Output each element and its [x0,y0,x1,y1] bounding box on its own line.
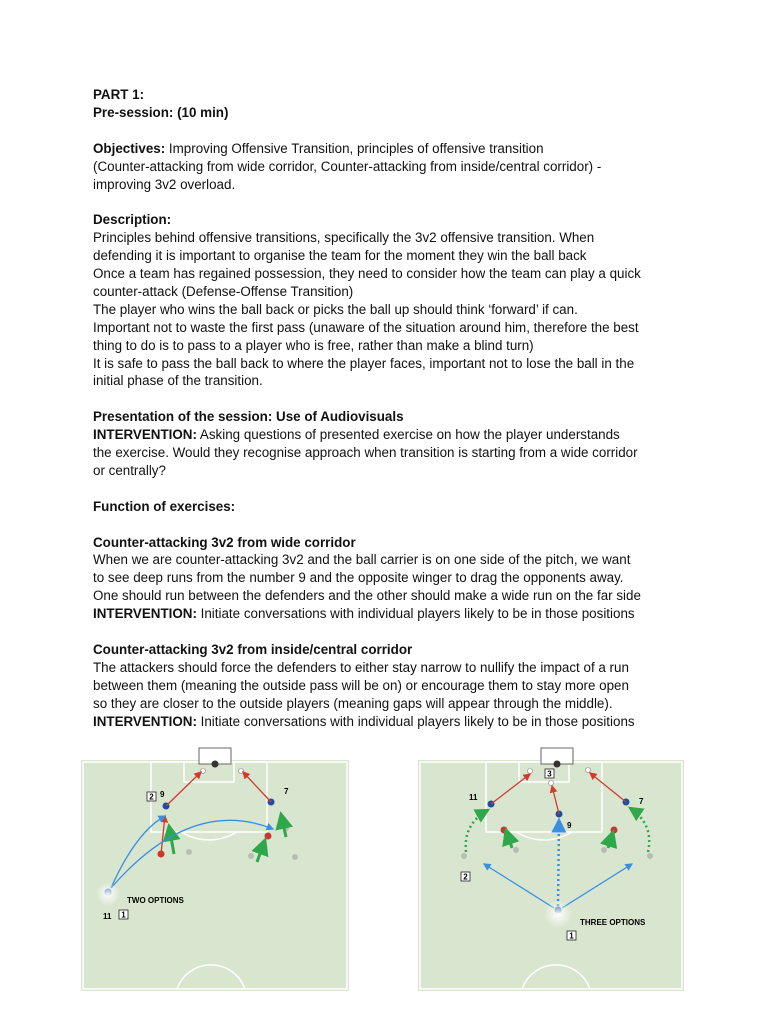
player-7-label: 7 [284,787,289,796]
part-heading: PART 1: [93,87,145,102]
cone [528,769,533,774]
wide-corridor-heading: Counter-attacking 3v2 from wide corridor [93,534,356,550]
wide-intervention [93,605,683,623]
objectives-text-2: (Counter-attacking from wide corridor, Counter-attacking from inside/central corridor) - [93,158,602,174]
central-text-3: so they are closer to the outside players (meaning gaps will appear through the middle). [93,695,613,711]
box-1-label: 1 [569,931,574,941]
central-corridor-heading: Counter-attacking 3v2 from inside/central corridor [93,642,413,657]
objectives-text-1: Improving Offensive Transition, principles of offensive transition [165,140,544,156]
cone [201,769,206,774]
caption-three-options: THREE OPTIONS [580,918,646,927]
wide-intervention-text: Initiate conversations with individual players likely to be in those positions [196,606,635,622]
grey-player [647,853,653,859]
description-text-2: defending it is important to organise the team for the moment they win the ball back [93,248,587,264]
grey-player [248,853,254,859]
description-text-4: counter-attack (Defense-Offense Transition) [93,283,354,299]
player-11-label: 11 [469,793,478,802]
description-text-3: Once a team has regained possession, they need to consider how the team can play a quick [93,266,641,282]
player-9-label: 9 [160,790,165,799]
pitch-diagram-1 [81,744,349,991]
pitch [418,760,684,991]
central-intervention-text: Initiate conversations with individual players likely to be in those positions [196,713,635,729]
objectives-text-3: improving 3v2 overload. [93,176,236,192]
cone [586,768,591,773]
box-2-label: 2 [463,872,468,882]
wide-text-1: When we are counter-attacking 3v2 and the ball carrier is on one side of the pitch, we want [93,552,631,568]
wide-text-3: One should run between the defenders and the other should make a wide run on the far side [93,588,641,604]
goalkeeper [554,761,561,768]
box-1-label: 1 [121,910,126,920]
pitch-diagram-2 [418,744,684,991]
description-text-7: thing to do is to pass to a player who is free, rather than make a blind turn) [93,337,534,353]
objectives-label: Objectives: [93,140,166,156]
box-3-label: 3 [547,769,552,779]
presentation-heading: Presentation of the session: Use of Audiovisuals [93,409,404,425]
presentation-intervention-text-3: or centrally? [93,462,166,478]
cone [239,769,244,774]
cone [549,781,554,786]
defender [265,833,272,840]
central-text-2: between them (meaning the outside pass will be on) or encourage them to stay more open [93,677,629,693]
pitch [81,760,349,991]
wide-text-2: to see deep runs from the number 9 and the opposite winger to drag the opponents away. [93,570,624,586]
presentation-intervention-1 [93,426,683,444]
description-text-8: It is safe to pass the ball back to where the player faces, important not to lose the ball in the [93,355,635,371]
player-7-label: 7 [639,797,644,806]
grey-player [601,847,607,853]
player-11-label: 11 [103,912,112,921]
grey-player [461,853,467,859]
intervention-label: INTERVENTION: [93,713,197,729]
diagram-central-corridor [418,744,684,991]
box-2-label: 2 [149,792,154,802]
description-text-1: Principles behind offensive transitions, specifically the 3v2 offensive transition. When [93,230,595,246]
diagram-wide-corridor [81,744,349,991]
description-text-9: initial phase of the transition. [93,373,263,389]
goalkeeper [212,761,219,768]
session-document [93,86,683,731]
player-9-label: 9 [567,821,572,830]
intervention-label: INTERVENTION: [93,427,197,443]
grey-player [186,849,192,855]
central-intervention [93,713,683,731]
function-heading: Function of exercises: [93,498,236,514]
presentation-intervention-text-2: the exercise. Would they recognise approach when transition is starting from a wide corridor [93,445,638,461]
intervention-label: INTERVENTION: [93,606,197,622]
central-text-1: The attackers should force the defenders to either stay narrow to nullify the impact of a run [93,659,629,675]
description-text-6: Important not to waste the first pass (unaware of the situation around him, therefore the best [93,319,639,335]
objectives-line-1 [93,140,683,158]
description-text-5: The player who wins the ball back or picks the ball up should think ‘forward’ if can. [93,301,578,317]
description-label: Description: [93,212,172,228]
caption-two-options: TWO OPTIONS [127,896,184,905]
presentation-intervention-text-1: Asking questions of presented exercise on how the player understands [196,427,620,443]
presession-heading: Pre-session: (10 min) [93,104,229,120]
grey-player [513,847,519,853]
grey-player [292,854,298,860]
